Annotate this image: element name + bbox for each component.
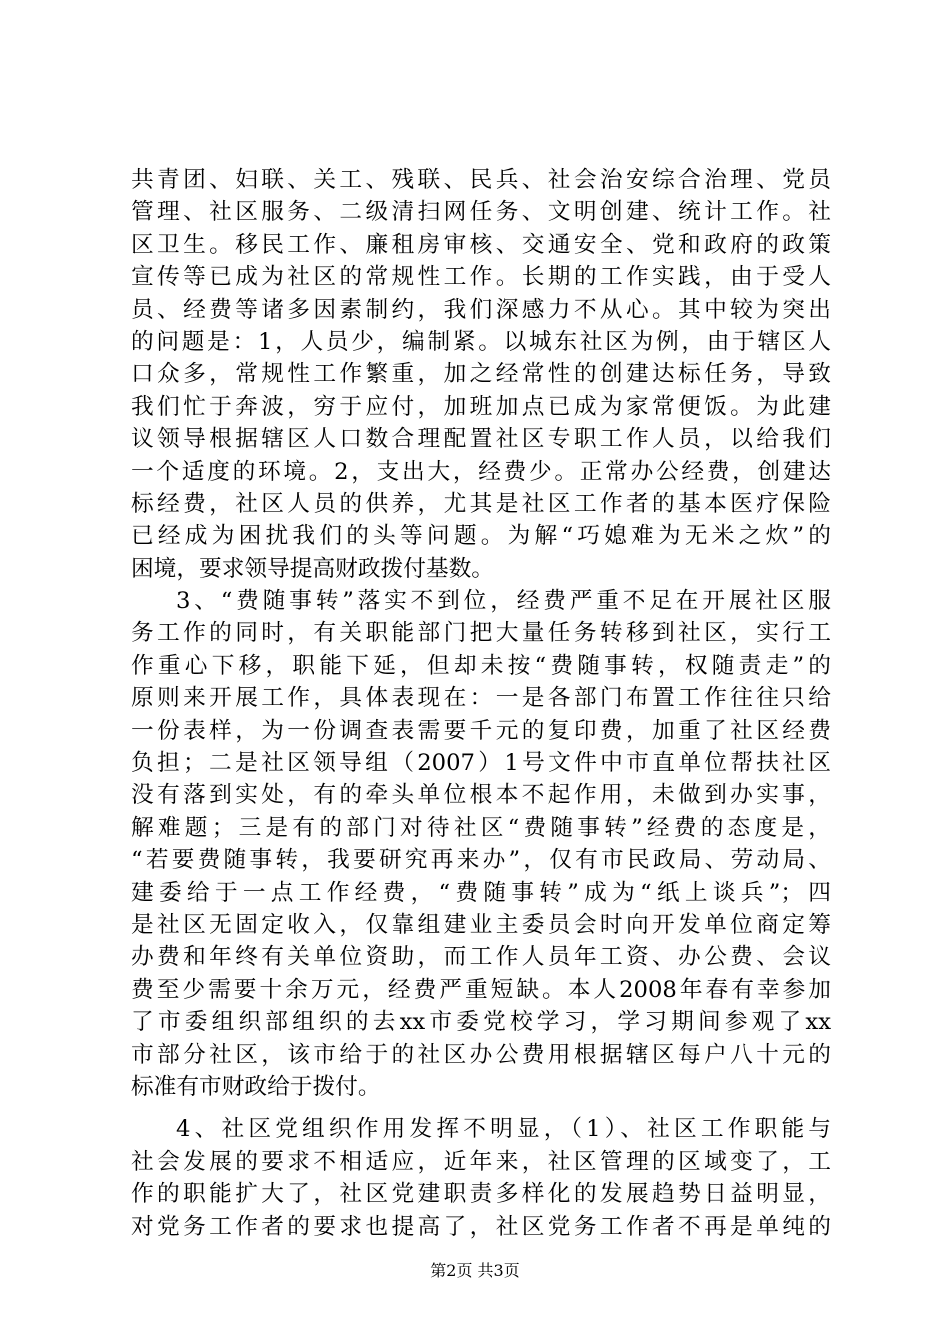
text-line: 负担；二是社区领导组（2007）1号文件中市直单位帮扶社区: [131, 750, 831, 777]
text-line: 的问题是：1，人员少，编制紧。以城东社区为例，由于辖区人: [131, 328, 831, 355]
text-line: 是社区无固定收入，仅靠组建业主委员会时向开发单位商定筹: [131, 911, 831, 938]
text-line: 困境，要求领导提高财政拨付基数。: [131, 555, 494, 582]
text-line: 口众多，常规性工作繁重，加之经常性的创建达标任务，导致: [131, 361, 831, 388]
text-line: 我们忙于奔波，穷于应付，加班加点已成为家常便饭。为此建: [131, 393, 831, 420]
text-line: 了市委组织部组织的去xx市委党校学习，学习期间参观了xx: [131, 1009, 831, 1036]
text-line: 对党务工作者的要求也提高了，社区党务工作者不再是单纯的: [131, 1213, 831, 1240]
document-body: [131, 164, 831, 1243]
text-line: 议领导根据辖区人口数合理配置社区专职工作人员，以给我们: [131, 426, 831, 453]
text-line: 标准有市财政给于拨付。: [131, 1073, 381, 1100]
text-line: 3、“费随事转”落实不到位，经费严重不足在开展社区服: [176, 588, 831, 615]
text-line: 4、社区党组织作用发挥不明显，（1）、社区工作职能与: [176, 1116, 831, 1143]
text-line: 建委给于一点工作经费，“费随事转”成为“纸上谈兵”；四: [131, 879, 831, 906]
text-line: 区卫生。移民工作、廉租房审核、交通安全、党和政府的政策: [131, 231, 831, 258]
paragraph: [131, 1113, 831, 1243]
paragraph: [131, 164, 831, 585]
page-number: 第2页 共3页: [430, 1261, 520, 1280]
text-line: 已经成为困扰我们的头等问题。为解“巧媳难为无米之炊”的: [131, 523, 831, 550]
text-line: 务工作的同时，有关职能部门把大量任务转移到社区，实行工: [131, 620, 831, 647]
text-line: 作的职能扩大了，社区党建职责多样化的发展趋势日益明显，: [131, 1181, 831, 1208]
text-line: 办费和年终有关单位资助，而工作人员年工资、办公费、会议: [131, 944, 831, 971]
text-line: 宣传等已成为社区的常规性工作。长期的工作实践，由于受人: [131, 264, 831, 291]
paragraph-gap: [131, 1103, 831, 1113]
text-line: 原则来开展工作，具体表现在：一是各部门布置工作往往只给: [131, 685, 831, 712]
text-line: 标经费，社区人员的供养，尤其是社区工作者的基本医疗保险: [131, 490, 831, 517]
text-line: 管理、社区服务、二级清扫网任务、文明创建、统计工作。社: [131, 199, 831, 226]
page-footer: [0, 1261, 950, 1281]
text-line: 没有落到实处，有的牵头单位根本不起作用，未做到办实事，: [131, 782, 831, 809]
text-line: 一个适度的环境。2，支出大，经费少。正常办公经费，创建达: [131, 458, 831, 485]
text-line: 作重心下移，职能下延，但却未按“费随事转，权随责走”的: [131, 652, 831, 679]
text-line: 解难题；三是有的部门对待社区“费随事转”经费的态度是，: [131, 814, 831, 841]
paragraph: [131, 585, 831, 1103]
text-line: 费至少需要十余万元，经费严重短缺。本人2008年春有幸参加: [131, 976, 831, 1003]
text-line: “若要费随事转，我要研究再来办”，仅有市民政局、劳动局、: [131, 847, 831, 874]
text-line: 一份表样，为一份调查表需要千元的复印费，加重了社区经费: [131, 717, 831, 744]
text-line: 市部分社区，该市给于的社区办公费用根据辖区每户八十元的: [131, 1041, 831, 1068]
text-line: 社会发展的要求不相适应，近年来，社区管理的区域变了，工: [131, 1148, 831, 1175]
text-line: 共青团、妇联、关工、残联、民兵、社会治安综合治理、党员: [131, 167, 831, 193]
text-line: 员、经费等诸多因素制约，我们深感力不从心。其中较为突出: [131, 296, 831, 323]
